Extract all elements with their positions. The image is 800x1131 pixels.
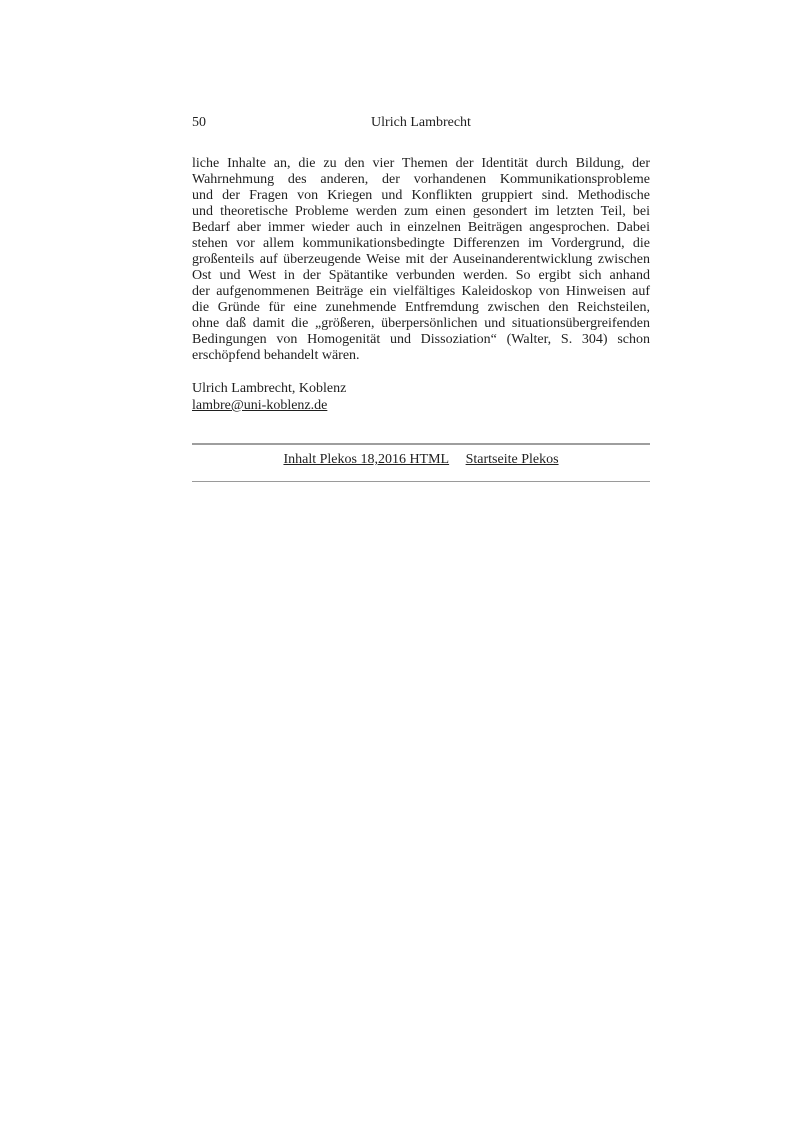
running-header (192, 115, 650, 131)
footer-rule-top (192, 443, 650, 445)
paragraph-line: der aufgenommenen Beiträge ein vielfältiges Kaleidoskop von Hinweisen auf (192, 284, 650, 299)
page-number: 50 (192, 115, 206, 130)
paragraph-line: erschöpfend behandelt wären. (192, 348, 360, 363)
paragraph-line: großenteils auf überzeugende Weise mit der Auseinanderentwicklung zwischen (192, 252, 650, 267)
paragraph-line: ohne daß damit die „größeren, überpersönlichen und situationsübergreifenden (192, 316, 650, 331)
footer-rule-bottom (192, 481, 650, 482)
startseite-plekos-link[interactable]: Startseite Plekos (465, 452, 559, 467)
author-signature: Ulrich Lambrecht, Koblenz (192, 381, 347, 396)
inhalt-plekos-link[interactable]: Inhalt Plekos 18,2016 HTML (283, 452, 450, 467)
review-paragraph (192, 156, 650, 364)
paragraph-line: Bedingungen von Homogenität und Dissoziation“ (Walter, S. 304) schon (192, 332, 650, 347)
email-link[interactable]: lambre@uni-koblenz.de (192, 398, 328, 413)
paragraph-line: Ost und West in der Spätantike verbunden werden. So ergibt sich anhand (192, 268, 650, 283)
running-header-title: Ulrich Lambrecht (371, 115, 471, 130)
paragraph-line: Wahrnehmung des anderen, der vorhandenen Kommunikationsprobleme (192, 172, 650, 187)
paragraph-line: und der Fragen von Kriegen und Konflikten gruppiert sind. Methodische (192, 188, 650, 203)
paragraph-line: liche Inhalte an, die zu den vier Themen der Identität durch Bildung, der (192, 156, 650, 171)
paragraph-line: und theoretische Probleme werden zum einen gesondert im letzten Teil, bei (192, 204, 650, 219)
paragraph-line: stehen vor allem kommunikationsbedingte Differenzen im Vordergrund, die (192, 236, 650, 251)
paragraph-line: Bedarf aber immer wieder auch in einzelnen Beiträgen angesprochen. Dabei (192, 220, 650, 235)
footer-navigation (192, 452, 650, 468)
paragraph-line: die Gründe für eine zunehmende Entfremdung zwischen den Reichsteilen, (192, 300, 650, 315)
